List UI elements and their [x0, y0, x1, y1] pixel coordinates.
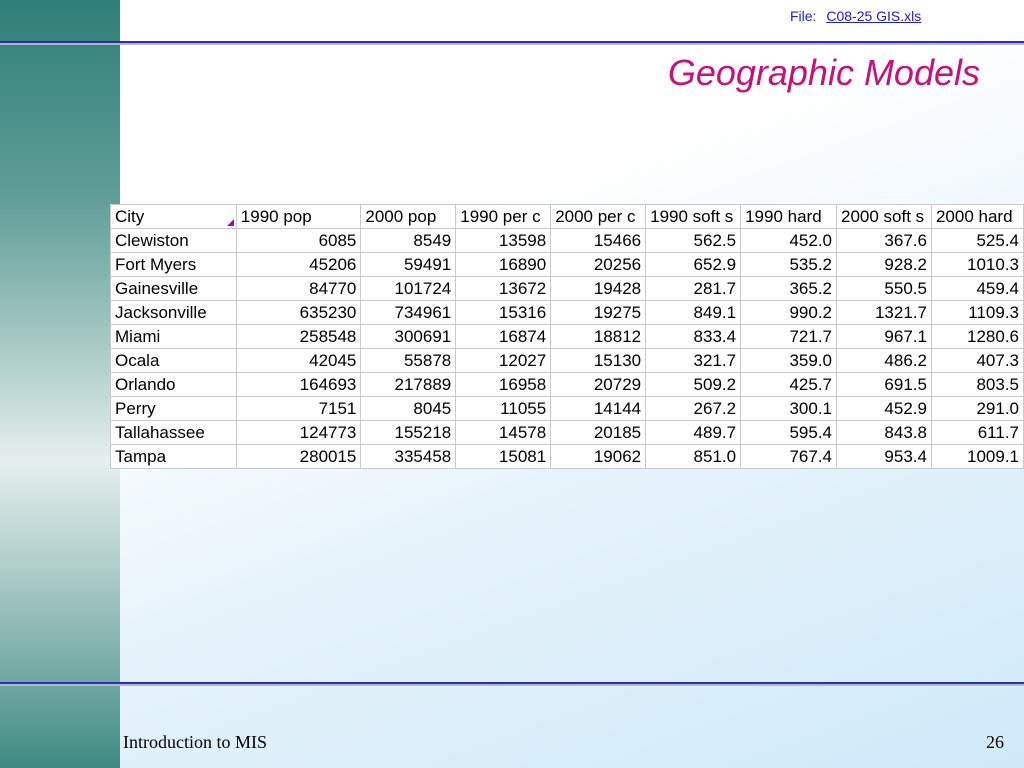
header-row [111, 205, 1024, 229]
data-cell[interactable]: 550.5 [837, 277, 932, 301]
data-cell[interactable]: 19275 [551, 301, 646, 325]
file-link[interactable]: C08-25 GIS.xls [826, 8, 922, 24]
data-cell[interactable]: 84770 [236, 277, 361, 301]
city-cell[interactable]: Clewiston [111, 229, 237, 253]
header-cell[interactable]: City [111, 205, 237, 229]
data-cell[interactable]: 525.4 [931, 229, 1023, 253]
header-cell[interactable]: 2000 pop [361, 205, 456, 229]
data-cell[interactable]: 509.2 [646, 373, 741, 397]
data-cell[interactable]: 258548 [236, 325, 361, 349]
data-cell[interactable]: 19428 [551, 277, 646, 301]
data-cell[interactable]: 734961 [361, 301, 456, 325]
data-cell[interactable]: 721.7 [741, 325, 837, 349]
city-cell[interactable]: Jacksonville [111, 301, 237, 325]
data-cell[interactable]: 1009.1 [931, 445, 1023, 469]
data-cell[interactable]: 217889 [361, 373, 456, 397]
city-cell[interactable]: Perry [111, 397, 237, 421]
table-row [111, 349, 1024, 373]
data-cell[interactable]: 953.4 [837, 445, 932, 469]
top-rule [0, 41, 1024, 43]
data-cell[interactable]: 45206 [236, 253, 361, 277]
table-row [111, 325, 1024, 349]
data-cell[interactable]: 20729 [551, 373, 646, 397]
header-cell[interactable]: 1990 soft s [646, 205, 741, 229]
data-cell[interactable]: 14578 [456, 421, 551, 445]
city-cell[interactable]: Miami [111, 325, 237, 349]
data-cell[interactable]: 365.2 [741, 277, 837, 301]
data-cell[interactable]: 7151 [236, 397, 361, 421]
data-cell[interactable]: 15130 [551, 349, 646, 373]
data-cell[interactable]: 15081 [456, 445, 551, 469]
data-cell[interactable]: 18812 [551, 325, 646, 349]
data-cell[interactable]: 849.1 [646, 301, 741, 325]
data-cell[interactable]: 155218 [361, 421, 456, 445]
table-row [111, 373, 1024, 397]
data-cell[interactable]: 833.4 [646, 325, 741, 349]
data-cell[interactable]: 452.0 [741, 229, 837, 253]
spreadsheet-table [110, 204, 1024, 469]
table-row [111, 301, 1024, 325]
data-cell[interactable]: 595.4 [741, 421, 837, 445]
data-cell[interactable]: 11055 [456, 397, 551, 421]
data-cell[interactable]: 367.6 [837, 229, 932, 253]
table-row [111, 397, 1024, 421]
data-cell[interactable]: 8549 [361, 229, 456, 253]
data-cell[interactable]: 843.8 [837, 421, 932, 445]
footer-course-title: Introduction to MIS [123, 732, 267, 752]
data-cell[interactable]: 407.3 [931, 349, 1023, 373]
data-cell[interactable]: 59491 [361, 253, 456, 277]
data-cell[interactable]: 16874 [456, 325, 551, 349]
data-cell[interactable]: 611.7 [931, 421, 1023, 445]
data-cell[interactable]: 55878 [361, 349, 456, 373]
data-cell[interactable]: 335458 [361, 445, 456, 469]
city-cell[interactable]: Ocala [111, 349, 237, 373]
header-cell[interactable]: 2000 per c [551, 205, 646, 229]
data-cell[interactable]: 124773 [236, 421, 361, 445]
data-cell[interactable]: 19062 [551, 445, 646, 469]
city-cell[interactable]: Tallahassee [111, 421, 237, 445]
page-number: 26 [986, 732, 1004, 752]
data-cell[interactable]: 452.9 [837, 397, 932, 421]
data-cell[interactable]: 267.2 [646, 397, 741, 421]
data-cell[interactable]: 8045 [361, 397, 456, 421]
city-cell[interactable]: Gainesville [111, 277, 237, 301]
comment-indicator-icon [227, 219, 234, 226]
data-cell[interactable]: 14144 [551, 397, 646, 421]
data-cell[interactable]: 13672 [456, 277, 551, 301]
data-cell[interactable]: 489.7 [646, 421, 741, 445]
data-cell[interactable]: 1321.7 [837, 301, 932, 325]
data-cell[interactable]: 291.0 [931, 397, 1023, 421]
data-cell[interactable]: 12027 [456, 349, 551, 373]
header-cell[interactable]: 1990 hard [741, 205, 837, 229]
data-cell[interactable]: 990.2 [741, 301, 837, 325]
data-cell[interactable]: 101724 [361, 277, 456, 301]
data-cell[interactable]: 967.1 [837, 325, 932, 349]
data-cell[interactable]: 280015 [236, 445, 361, 469]
data-cell[interactable]: 20185 [551, 421, 646, 445]
data-cell[interactable]: 635230 [236, 301, 361, 325]
data-cell[interactable]: 15466 [551, 229, 646, 253]
data-cell[interactable]: 425.7 [741, 373, 837, 397]
table-row [111, 445, 1024, 469]
data-cell[interactable]: 20256 [551, 253, 646, 277]
data-cell[interactable]: 691.5 [837, 373, 932, 397]
data-cell[interactable]: 300.1 [741, 397, 837, 421]
data-cell[interactable]: 459.4 [931, 277, 1023, 301]
left-decorative-strip [0, 0, 120, 768]
data-cell[interactable]: 16890 [456, 253, 551, 277]
data-cell[interactable]: 1109.3 [931, 301, 1023, 325]
data-cell[interactable]: 321.7 [646, 349, 741, 373]
file-reference [790, 8, 921, 24]
data-cell[interactable]: 281.7 [646, 277, 741, 301]
data-cell[interactable]: 15316 [456, 301, 551, 325]
table-row [111, 253, 1024, 277]
table-row [111, 229, 1024, 253]
data-cell[interactable]: 928.2 [837, 253, 932, 277]
data-cell[interactable]: 803.5 [931, 373, 1023, 397]
data-cell[interactable]: 359.0 [741, 349, 837, 373]
data-cell[interactable]: 652.9 [646, 253, 741, 277]
slide-title: Geographic Models [667, 52, 980, 93]
data-cell[interactable]: 535.2 [741, 253, 837, 277]
data-cell[interactable]: 1280.6 [931, 325, 1023, 349]
data-cell[interactable]: 767.4 [741, 445, 837, 469]
data-cell[interactable]: 851.0 [646, 445, 741, 469]
bottom-rule [0, 682, 1024, 684]
table-row [111, 277, 1024, 301]
header-cell[interactable]: 2000 hard [931, 205, 1023, 229]
header-cell[interactable]: 1990 pop [236, 205, 361, 229]
header-cell[interactable]: 1990 per c [456, 205, 551, 229]
data-cell[interactable]: 164693 [236, 373, 361, 397]
data-cell[interactable]: 1010.3 [931, 253, 1023, 277]
file-label: File: [790, 8, 817, 24]
data-cell[interactable]: 42045 [236, 349, 361, 373]
city-cell[interactable]: Fort Myers [111, 253, 237, 277]
table-row [111, 421, 1024, 445]
data-cell[interactable]: 13598 [456, 229, 551, 253]
data-cell[interactable]: 16958 [456, 373, 551, 397]
data-cell[interactable]: 486.2 [837, 349, 932, 373]
header-cell[interactable]: 2000 soft s [837, 205, 932, 229]
data-cell[interactable]: 6085 [236, 229, 361, 253]
data-cell[interactable]: 300691 [361, 325, 456, 349]
city-cell[interactable]: Orlando [111, 373, 237, 397]
city-cell[interactable]: Tampa [111, 445, 237, 469]
data-cell[interactable]: 562.5 [646, 229, 741, 253]
